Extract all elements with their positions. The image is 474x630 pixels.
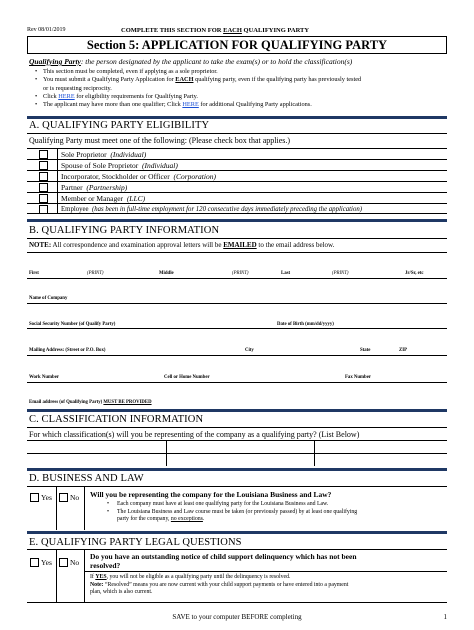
eligibility-option[interactable] <box>27 148 447 159</box>
eligibility-checkbox[interactable] <box>39 205 48 214</box>
dob-label: Date of Birth (mm/dd/yyyy) <box>277 322 334 327</box>
business-law-question-text: Will you be representing the company for the Louisiana Business and Law? <box>90 490 332 499</box>
section-c-question: For which classification(s) will you be representing of the company as a qualifying party? (List Below) <box>29 430 360 439</box>
section-a-bar <box>27 116 447 119</box>
save-reminder: SAVE to your computer BEFORE completing <box>172 613 302 621</box>
eligibility-checkbox[interactable] <box>39 183 48 192</box>
column-divider <box>56 487 57 530</box>
company-field-row[interactable] <box>27 280 447 304</box>
phone-field-row[interactable] <box>27 357 447 383</box>
address-field-row[interactable] <box>27 330 447 356</box>
divider <box>27 238 447 239</box>
last-name-label: Last <box>281 271 291 276</box>
section-c-bar <box>27 409 447 412</box>
child-support-no-checkbox[interactable] <box>59 558 68 567</box>
divider <box>27 427 447 428</box>
business-law-note-2: The Louisiana Business and Law course must be taken (or previously passed) by at least one qualifying party for the company, no exceptions. <box>117 509 358 522</box>
section-b-title: B. QUALIFYING PARTY INFORMATION <box>29 225 220 236</box>
name-field-row[interactable] <box>27 253 447 279</box>
instruction-item: • You must submit a Qualifying Party Application for EACH qualifying party, even if the qualifying party has previously tested or is requesting reciprocity. <box>35 76 445 93</box>
eligibility-label: Spouse of Sole Proprietor (Individual) <box>61 161 178 170</box>
column-divider <box>84 487 85 530</box>
section-b-note: NOTE: All correspondence and examination approval letters will be EMAILED to the email address below. <box>29 241 335 249</box>
revision-date: Rev 08/01/2019 <box>27 27 66 33</box>
print-hint: (PRINT) <box>87 271 104 276</box>
first-name-label: First <box>29 271 39 276</box>
eligibility-link[interactable]: HERE <box>58 92 75 100</box>
classification-cell[interactable] <box>167 454 315 466</box>
eligibility-label: Employee (has been in full-time employment for 120 consecutive days immediately preceding the application) <box>61 205 363 213</box>
instruction-list <box>35 68 445 109</box>
eligibility-label: Member or Manager (LLC) <box>61 194 146 203</box>
page-number: 1 <box>443 613 447 621</box>
mailing-address-label: Mailing Address: (Street or P.O. Box) <box>29 348 106 353</box>
section-c-title: C. CLASSIFICATION INFORMATION <box>29 414 204 425</box>
footer <box>27 613 447 621</box>
eligibility-checkbox[interactable] <box>39 194 48 203</box>
middle-name-label: Middle <box>159 271 174 276</box>
eligibility-checkbox[interactable] <box>39 161 48 170</box>
print-hint: (PRINT) <box>232 271 249 276</box>
eligibility-checkbox[interactable] <box>39 172 48 181</box>
section-d-title: D. BUSINESS AND LAW <box>29 473 144 484</box>
instruction-item: • This section must be completed, even if applying as a sole proprietor. <box>35 68 445 76</box>
classification-grid <box>27 440 447 466</box>
classification-cell[interactable] <box>27 454 167 466</box>
section-a-title: A. QUALIFYING PARTY ELIGIBILITY <box>29 120 210 131</box>
form-page <box>27 0 447 630</box>
additional-applications-link[interactable]: HERE <box>182 101 199 109</box>
email-field-row[interactable] <box>27 384 447 409</box>
header-line <box>27 27 447 35</box>
section-d-bar <box>27 468 447 471</box>
no-label: No <box>70 558 80 567</box>
section-e-bar <box>27 531 447 534</box>
section-b-bar <box>27 219 447 222</box>
suffix-label: Jr/Sr, etc <box>405 271 424 276</box>
classification-cell[interactable] <box>315 441 447 453</box>
child-support-question <box>27 550 447 603</box>
section-title: Section 5: APPLICATION FOR QUALIFYING PARTY <box>27 36 447 54</box>
checkbox-column-divider <box>57 148 58 214</box>
city-label: City <box>245 348 254 353</box>
no-label: No <box>70 493 80 502</box>
business-law-no-checkbox[interactable] <box>59 493 68 502</box>
child-support-question-text: Do you have an outstanding notice of child support delinquency which has not been resolved? <box>90 552 357 570</box>
classification-cell[interactable] <box>27 441 167 453</box>
business-law-question <box>27 487 447 530</box>
business-law-yes-checkbox[interactable] <box>30 493 39 502</box>
column-divider <box>84 550 85 603</box>
zip-label: ZIP <box>399 348 407 353</box>
eligibility-option[interactable] <box>27 159 447 170</box>
instruction-item: • Click HERE for eligibility requirements for Qualifying Party. <box>35 93 445 101</box>
yes-label: Yes <box>41 493 52 502</box>
eligibility-option[interactable] <box>27 170 447 181</box>
child-support-if-yes: If YES, you will not be eligible as a qualifying party until the delinquency is resolved. <box>90 574 291 580</box>
state-label: State <box>360 348 371 353</box>
bullet-dot: • <box>107 509 110 515</box>
classification-cell[interactable] <box>167 441 315 453</box>
eligibility-label: Incorporator, Stockholder or Officer (Corporation) <box>61 172 216 181</box>
classification-cell[interactable] <box>315 454 447 466</box>
section-e-title: E. QUALIFYING PARTY LEGAL QUESTIONS <box>29 537 242 548</box>
eligibility-option[interactable] <box>27 192 447 203</box>
eligibility-label: Sole Proprietor (Individual) <box>61 150 147 159</box>
divider <box>27 133 447 134</box>
company-name-label: Name of Company <box>29 296 68 301</box>
ssn-dob-field-row[interactable] <box>27 305 447 329</box>
ssn-label: Social Security Number (of Qualify Party) <box>29 322 116 327</box>
column-divider <box>56 550 57 603</box>
cell-number-label: Cell or Home Number <box>164 375 210 380</box>
eligibility-checkbox[interactable] <box>39 150 48 159</box>
qualifying-party-definition: Qualifying Party: the person designated by the applicant to take the exam(s) or to hold the classification(s) <box>29 57 353 66</box>
complete-notice: COMPLETE THIS SECTION FOR EACH QUALIFYING PARTY <box>121 27 310 34</box>
child-support-yes-checkbox[interactable] <box>30 558 39 567</box>
section-a-intro: Qualifying Party must meet one of the following: (Please check box that applies.) <box>29 136 291 145</box>
eligibility-label: Partner (Partnership) <box>61 183 128 192</box>
fax-number-label: Fax Number <box>345 375 371 380</box>
email-label: Email address (of Qualifying Party) MUST BE PROVIDED <box>29 400 152 405</box>
print-hint: (PRINT) <box>332 271 349 276</box>
business-law-note-1: Each company must have at least one qualifying party for the Louisiana Business and Law. <box>117 501 329 507</box>
eligibility-option[interactable] <box>27 181 447 192</box>
yes-label: Yes <box>41 558 52 567</box>
work-number-label: Work Number <box>29 375 59 380</box>
child-support-note: Note: “Resolved” means you are now current with your child support payments or have entered into a payment plan, which is also current. <box>90 582 349 595</box>
divider <box>84 571 447 572</box>
eligibility-option[interactable] <box>27 203 447 214</box>
instruction-item: • The applicant may have more than one qualifier; Click HERE for additional Qualifying Party applications. <box>35 101 445 109</box>
bullet-dot: • <box>107 501 110 507</box>
